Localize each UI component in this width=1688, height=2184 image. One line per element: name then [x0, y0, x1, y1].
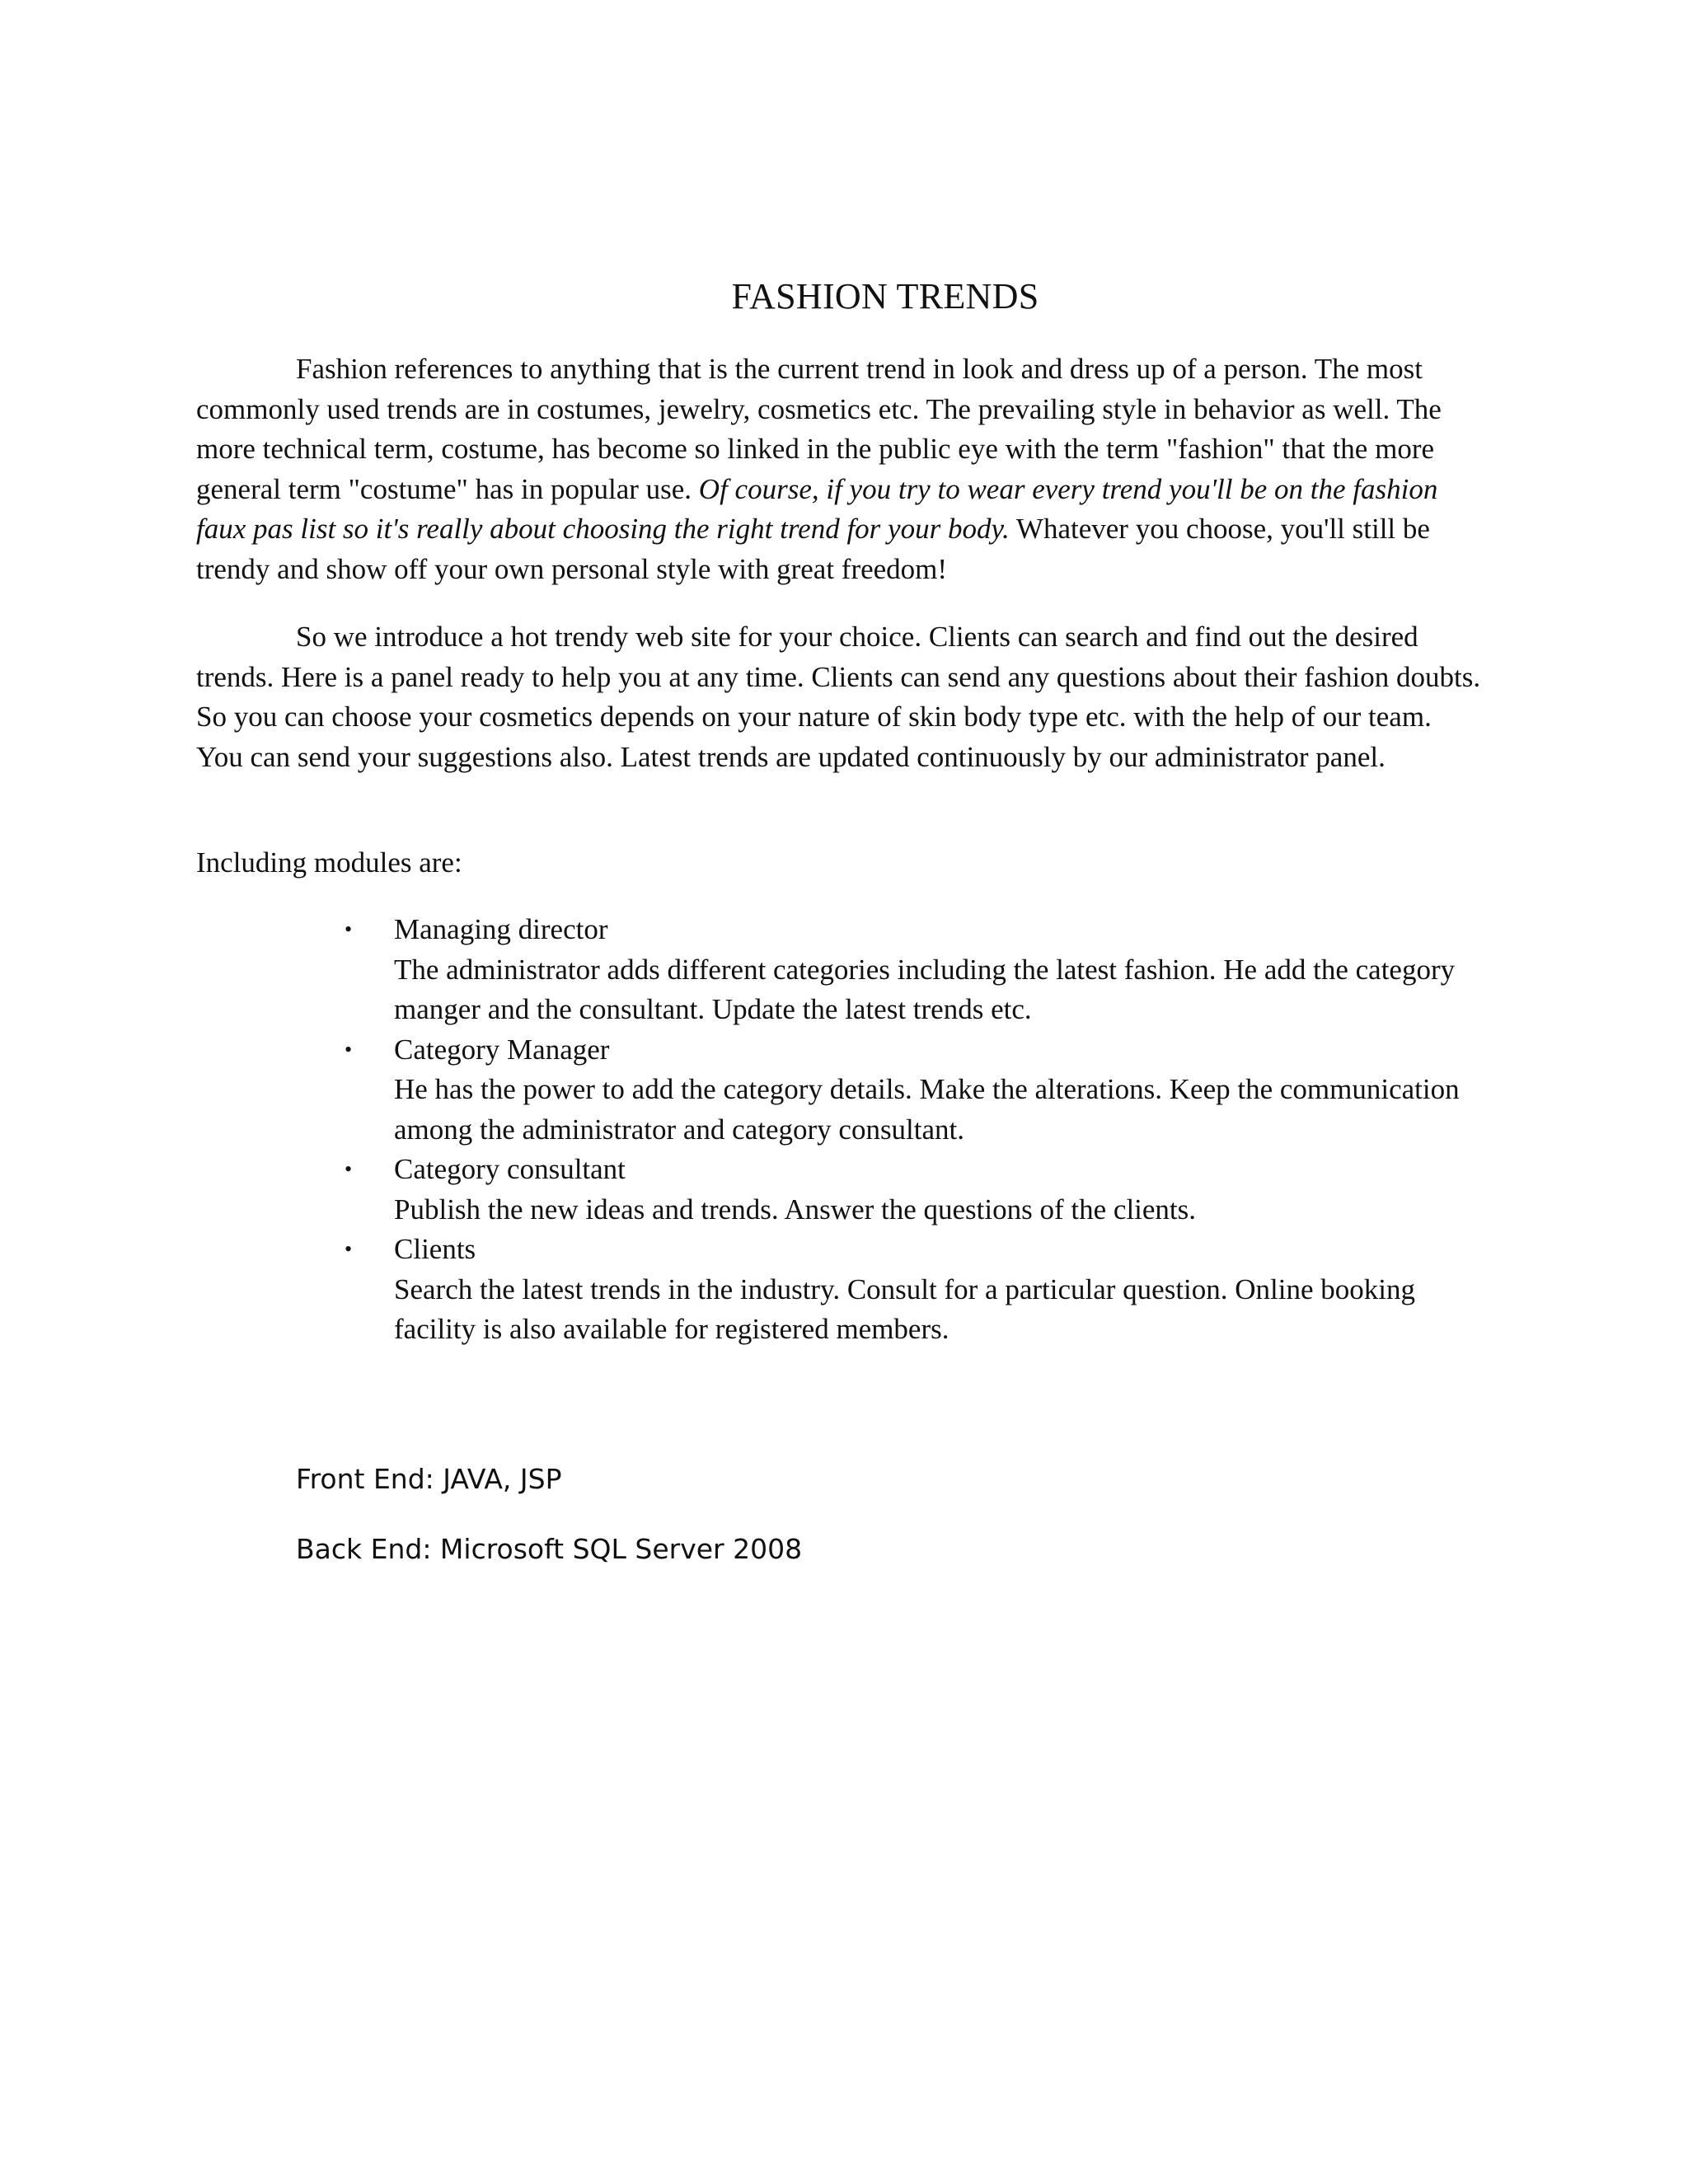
intro-paragraph	[196, 349, 1482, 589]
modules-intro: Including modules are:	[196, 846, 462, 879]
module-description: Search the latest trends in the industry. Consult for a particular question. Online booking facility is also available for registered members.	[394, 1272, 1415, 1345]
page-title: FASHION TRENDS	[731, 276, 1039, 316]
bullet-icon: •	[345, 1037, 353, 1062]
module-item-category-manager	[338, 1030, 1492, 1151]
module-description: Publish the new ideas and trends. Answer the questions of the clients.	[394, 1193, 1197, 1226]
website-paragraph: So we introduce a hot trendy web site for your choice. Clients can search and find out the desired trends. Here is a panel ready to help you at any time. Clients can send any questions about their fashion doubts. So you can choose your cosmetics depends on your nature of skin body type etc. with the help of our team. You can send your suggestions also. Latest trends are updated continuously by our administrator panel.	[196, 621, 1481, 773]
bullet-icon: •	[345, 917, 353, 941]
bullet-icon: •	[345, 1157, 353, 1181]
intro-text-end: Whatever you choose, you'll still be trendy and show off your own personal style with great freedom!	[196, 513, 1430, 585]
module-item-managing-director	[338, 910, 1492, 1030]
back-end-line: Back End: Microsoft SQL Server 2008	[296, 1533, 803, 1565]
front-end-line: Front End: JAVA, JSP	[296, 1463, 562, 1495]
module-list	[338, 910, 1492, 1350]
module-name: Managing director	[394, 913, 608, 945]
module-description: The administrator adds different categories including the latest fashion. He add the category manger and the consultant. Update the latest trends etc.	[394, 953, 1456, 1025]
module-item-clients	[338, 1230, 1492, 1350]
intro-text-start: Fashion references to anything that is the current trend in look and dress up of a person. The most commonly used trends are in costumes, jewelry, cosmetics etc. The prevailing style in behavior as well. The more technical term, costume, has become so linked in the public eye with the term "fashion" that the more general term "costume" has in popular use.	[196, 353, 1442, 505]
intro-text-italic: Of course, if you try to wear every trend you'll be on the fashion faux pas list so it's really about choosing the right trend for your body.	[196, 472, 1438, 545]
bullet-icon: •	[345, 1237, 353, 1261]
module-name: Clients	[394, 1233, 476, 1265]
module-item-category-consultant	[338, 1150, 1492, 1230]
module-description: He has the power to add the category details. Make the alterations. Keep the communication among the administrator and category consultant.	[394, 1073, 1460, 1146]
module-name: Category Manager	[394, 1033, 610, 1066]
module-name: Category consultant	[394, 1153, 626, 1185]
